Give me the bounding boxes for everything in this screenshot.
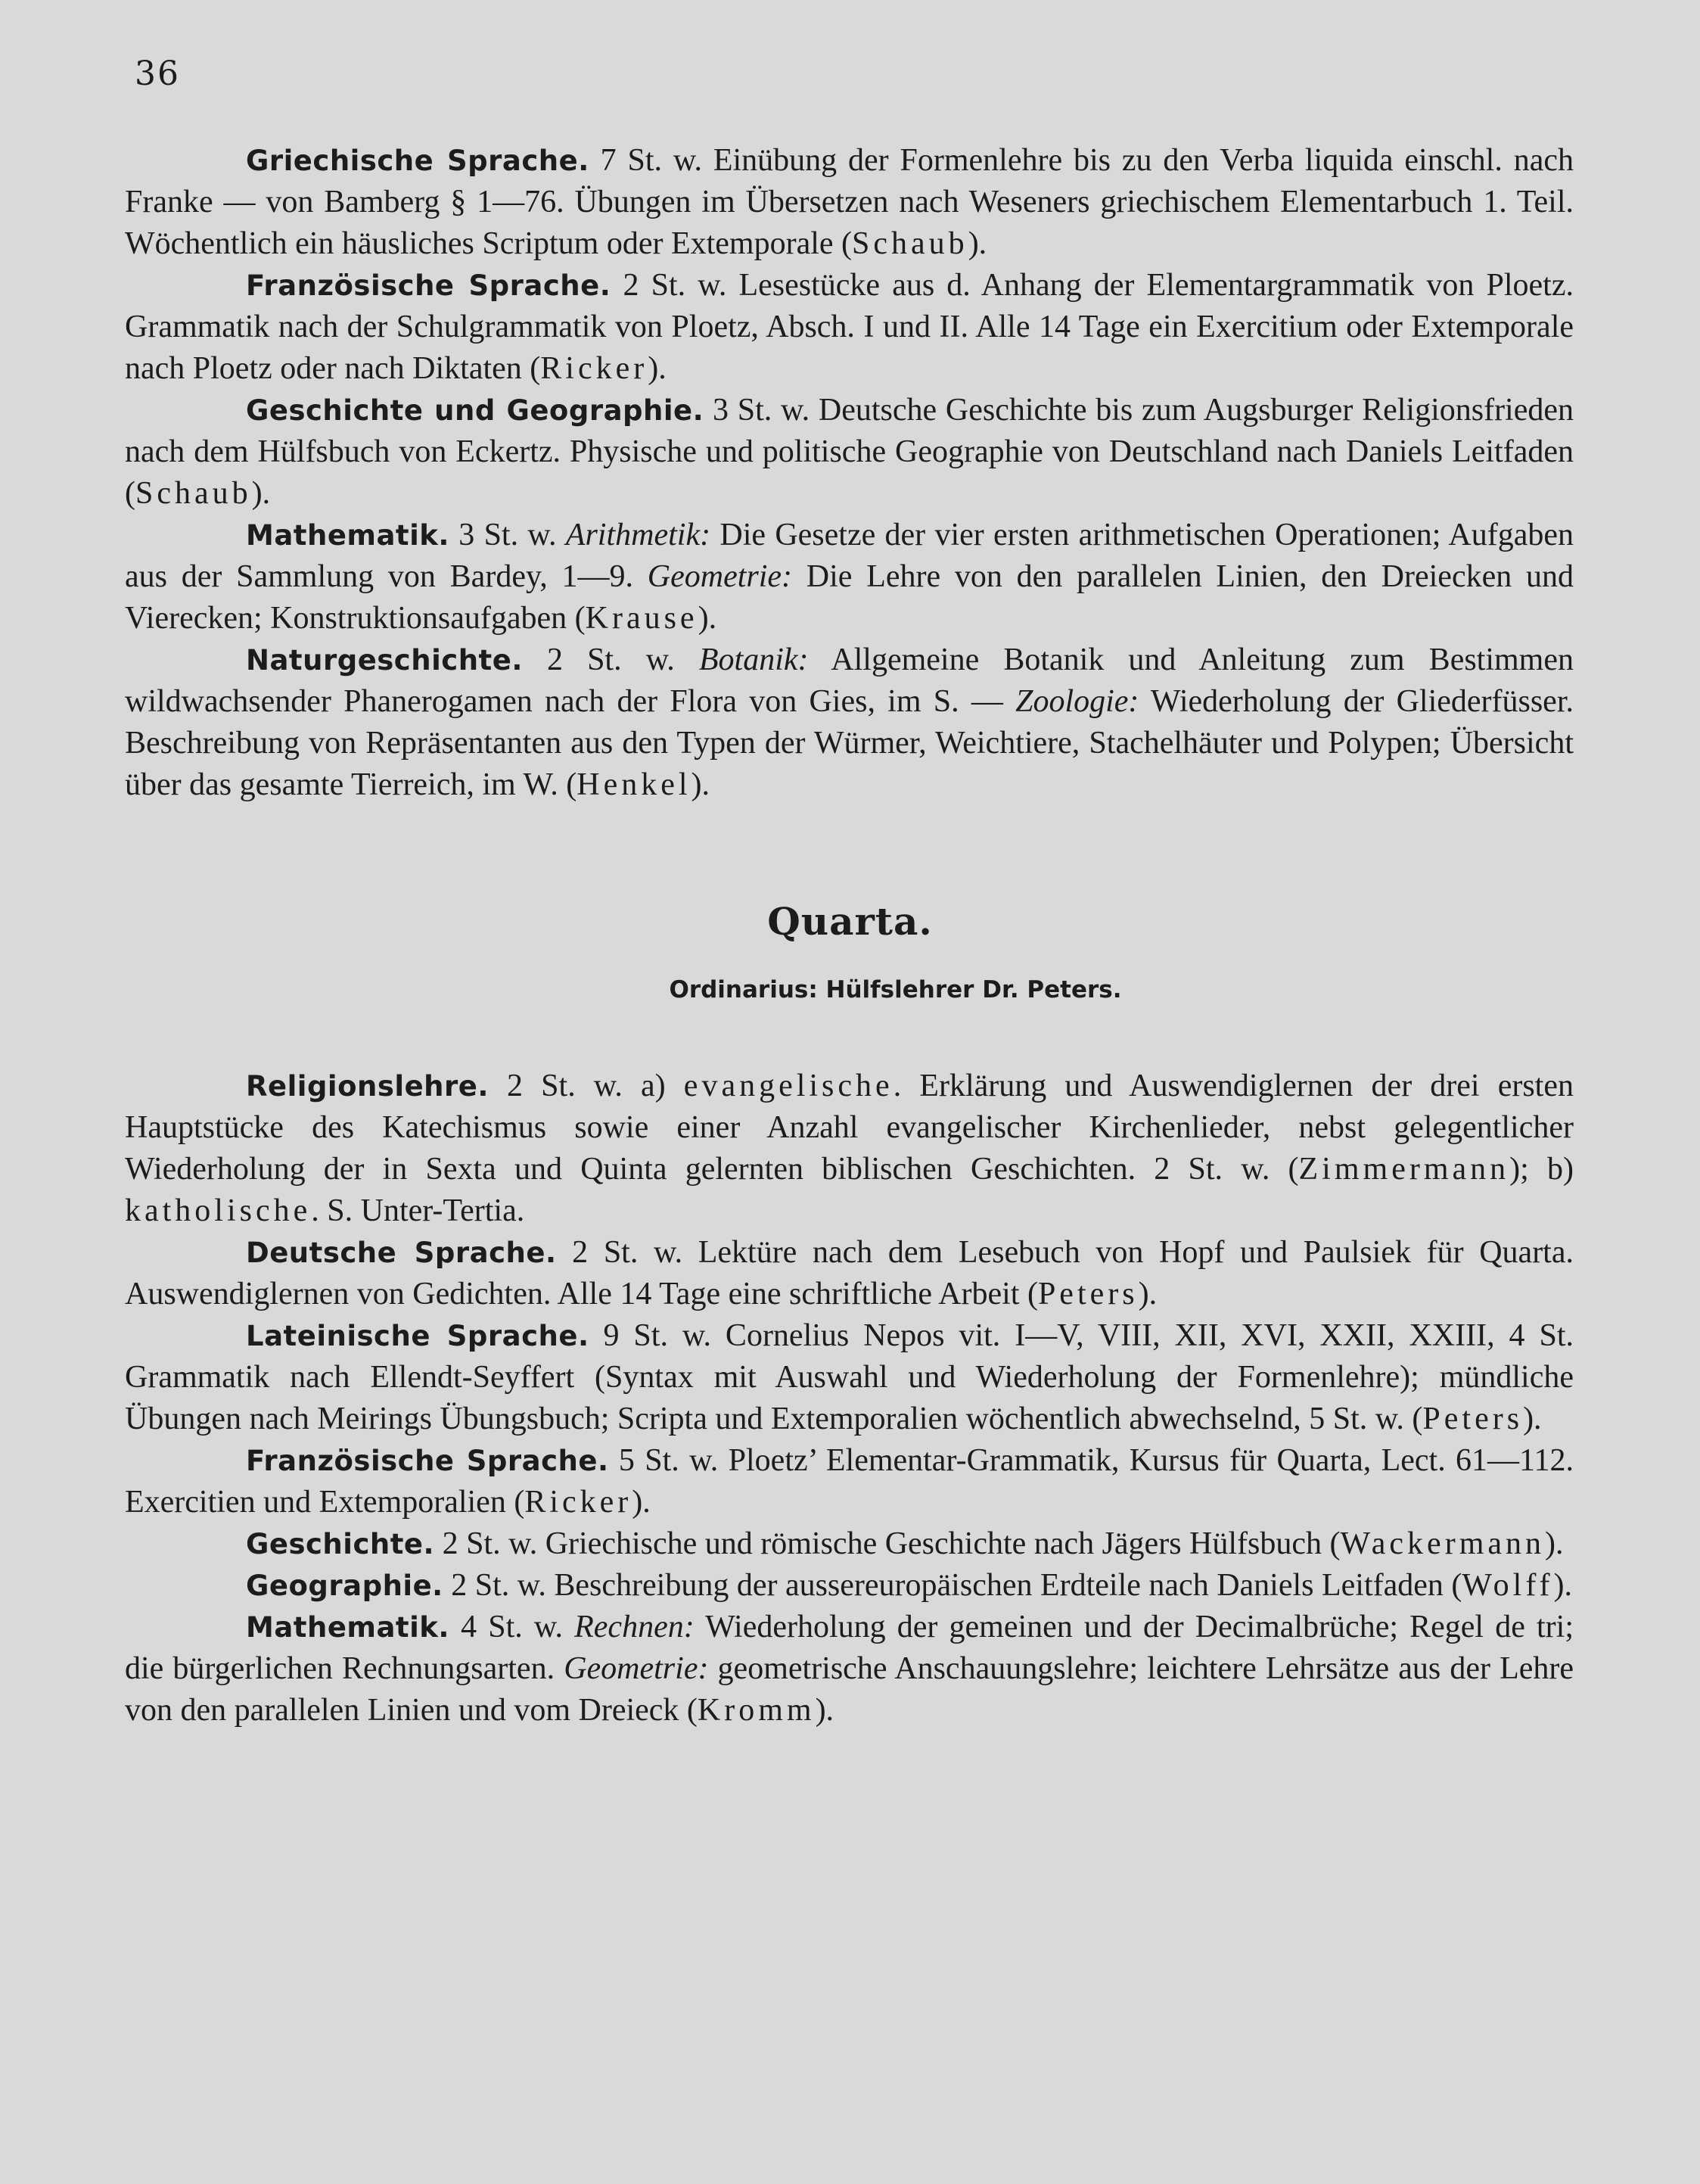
topic-label: Arithmetik: — [565, 518, 711, 552]
teacher-name: Schaub — [852, 226, 968, 261]
paragraph-text: 2 St. w. a) — [488, 1069, 684, 1103]
teacher-name: Ricker — [540, 351, 648, 386]
page-number: 36 — [135, 54, 180, 93]
paragraph-text: ). — [815, 1693, 834, 1728]
subject-heading: Mathematik. — [246, 519, 449, 552]
subject-paragraph — [125, 1523, 1574, 1565]
paragraph-text: ). — [1553, 1568, 1573, 1603]
teacher-name: Peters — [1037, 1277, 1139, 1311]
teacher-name: Zimmermann — [1298, 1152, 1510, 1187]
teacher-name: Ricker — [524, 1485, 632, 1520]
paragraph-text: 9 St. w. Cornelius Nepos vit. I—V, VIII, XII, XVI, XXII, XXIII, 4 St. Grammatik nach Ellendt-Seyffert (Syntax mit Auswahl und Wiederholung der Formenlehre); mündliche Übungen nach Meirings Übungsbuch; Scripta und Extemporalien wöchentlich abwechselnd, 5 St. w. ( — [125, 1318, 1574, 1436]
subject-heading: Französische Sprache. — [246, 1445, 609, 1477]
topic-label: Geometrie: — [564, 1651, 709, 1686]
paragraph-text: 3 St. w. Deutsche Geschichte bis zum Augsburger Religionsfrieden nach dem Hülfsbuch von Eckertz. Physische und politische Geographie von Deutschland nach Daniels Leitfaden ( — [125, 393, 1574, 511]
topic-label: Geometrie: — [647, 559, 793, 594]
topic-label: Botanik: — [698, 642, 809, 677]
subject-paragraph — [125, 1607, 1574, 1731]
section-title: Quarta. — [767, 899, 933, 944]
subject-heading: Französische Sprache. — [246, 269, 611, 302]
subject-heading: Deutsche Sprache. — [246, 1237, 557, 1269]
subject-paragraph — [125, 1066, 1574, 1232]
paragraph-text: geometrische Anschauungslehre; leichtere Lehrsätze aus der Lehre von den parallelen Linien und vom Dreieck ( — [125, 1651, 1574, 1728]
paragraph-text: ). — [1545, 1526, 1564, 1561]
paragraph-text: 2 St. w. Beschreibung der aussereuropäischen Erdteile nach Daniels Leitfaden ( — [443, 1568, 1462, 1603]
paragraph-text: ). — [1523, 1402, 1542, 1436]
subject-heading: Geschichte. — [246, 1528, 435, 1560]
subject-heading: Mathematik. — [246, 1611, 449, 1644]
subject-paragraph — [125, 140, 1574, 265]
paragraph-text: ). — [1138, 1277, 1158, 1311]
paragraph-text: ). — [698, 601, 717, 636]
teacher-name: Kromm — [697, 1693, 816, 1728]
subject-heading: Griechische Sprache. — [246, 145, 589, 177]
subject-heading: Lateinische Sprache. — [246, 1320, 589, 1352]
paragraph-text: . Erklärung und Auswendiglernen der drei ersten Hauptstücke des Katechismus sowie einer Anzahl evangelischer Kirchenlieder, nebst gelegentlicher Wiederholung der in Sexta und Quinta gelernten biblischen Geschichten. 2 St. w. ( — [125, 1069, 1574, 1187]
paragraph-text: Die Gesetze der vier ersten arithmetischen Operationen; Aufgaben aus der Sammlung von Bardey, 1—9. — [125, 518, 1574, 594]
paragraph-text: Wiederholung der gemeinen und der Decimalbrüche; Regel de tri; die bürgerlichen Rechnungsarten. — [125, 1610, 1574, 1686]
paragraph-text: Allgemeine Botanik und Anleitung zum Bestimmen wildwachsender Phanerogamen nach der Flora von Gies, im S. — — [125, 642, 1574, 719]
lower-section — [125, 1066, 1574, 1731]
teacher-name: Wackermann — [1340, 1526, 1545, 1561]
topic-label: Rechnen: — [574, 1610, 695, 1644]
paragraph-text: 2 St. w. Lesestücke aus d. Anhang der Elementargrammatik von Ploetz. Grammatik nach der Schulgrammatik von Ploetz, Absch. I und II. Alle 14 Tage ein Exercitium oder Extemporale nach Ploetz oder nach Diktaten ( — [125, 268, 1574, 386]
paragraph-text: 3 St. w. — [449, 518, 566, 552]
subject-heading: Religionslehre. — [246, 1070, 489, 1103]
subject-paragraph — [125, 390, 1574, 515]
teacher-name: Peters — [1422, 1402, 1524, 1436]
paragraph-text: 5 St. w. Ploetz’ Elementar-Grammatik, Kursus für Quarta, Lect. 61—112. Exercitien und Extemporalien ( — [125, 1443, 1574, 1520]
paragraph-text: 2 St. w. Griechische und römische Geschichte nach Jägers Hülfsbuch ( — [434, 1526, 1341, 1561]
subject-paragraph — [125, 1440, 1574, 1523]
ordinarius-line: Ordinarius: Hülfslehrer Dr. Peters. — [669, 976, 1122, 1003]
subject-heading: Naturgeschichte. — [246, 644, 523, 677]
upper-section — [125, 140, 1574, 806]
paragraph-text: . S. Unter-Tertia. — [311, 1193, 525, 1228]
paragraph-text: ). — [632, 1485, 651, 1520]
topic-label: Zoologie: — [1015, 684, 1139, 719]
teacher-name: Wolff — [1462, 1568, 1554, 1603]
paragraph-text: 2 St. w. Lektüre nach dem Lesebuch von Hopf und Paulsiek für Quarta. Auswendiglernen von Gedichten. Alle 14 Tage eine schriftliche Arbeit ( — [125, 1235, 1574, 1311]
paragraph-text: Wiederholung der Gliederfüsser. Beschreibung von Repräsentanten aus den Typen der Würmer, Weichtiere, Stachelhäuter und Polypen; Übersicht über das gesamte Tierreich, im W. ( — [125, 684, 1574, 802]
teacher-name: evangelische — [683, 1069, 894, 1103]
subject-paragraph — [125, 265, 1574, 390]
paragraph-text: 2 St. w. — [522, 642, 699, 677]
teacher-name: Schaub — [135, 476, 252, 511]
subject-paragraph — [125, 1315, 1574, 1440]
subject-paragraph — [125, 639, 1574, 806]
subject-paragraph — [125, 515, 1574, 639]
teacher-name: Henkel — [577, 767, 691, 802]
paragraph-text: ). — [648, 351, 667, 386]
paragraph-text: ). — [968, 226, 987, 261]
subject-paragraph — [125, 1565, 1574, 1607]
paragraph-text: ). — [691, 767, 710, 802]
subject-heading: Geographie. — [246, 1570, 443, 1602]
paragraph-text: 4 St. w. — [449, 1610, 575, 1644]
teacher-name: Krause — [585, 601, 698, 636]
paragraph-text: ); b) — [1509, 1152, 1574, 1187]
paragraph-text: 7 St. w. Einübung der Formenlehre bis zu den Verba liquida einschl. nach Franke — von Bamberg § 1—76. Übungen im Übersetzen nach Weseners griechischem Elementarbuch 1. Teil. Wöchentlich ein häusliches Scriptum oder Extemporale ( — [125, 143, 1574, 261]
subject-paragraph — [125, 1232, 1574, 1315]
teacher-name: katholische — [125, 1193, 312, 1228]
paragraph-text: Die Lehre von den parallelen Linien, den Dreiecken und Vierecken; Konstruktionsaufgaben ( — [125, 559, 1574, 636]
paragraph-text: ). — [251, 476, 271, 511]
subject-heading: Geschichte und Geographie. — [246, 394, 704, 427]
